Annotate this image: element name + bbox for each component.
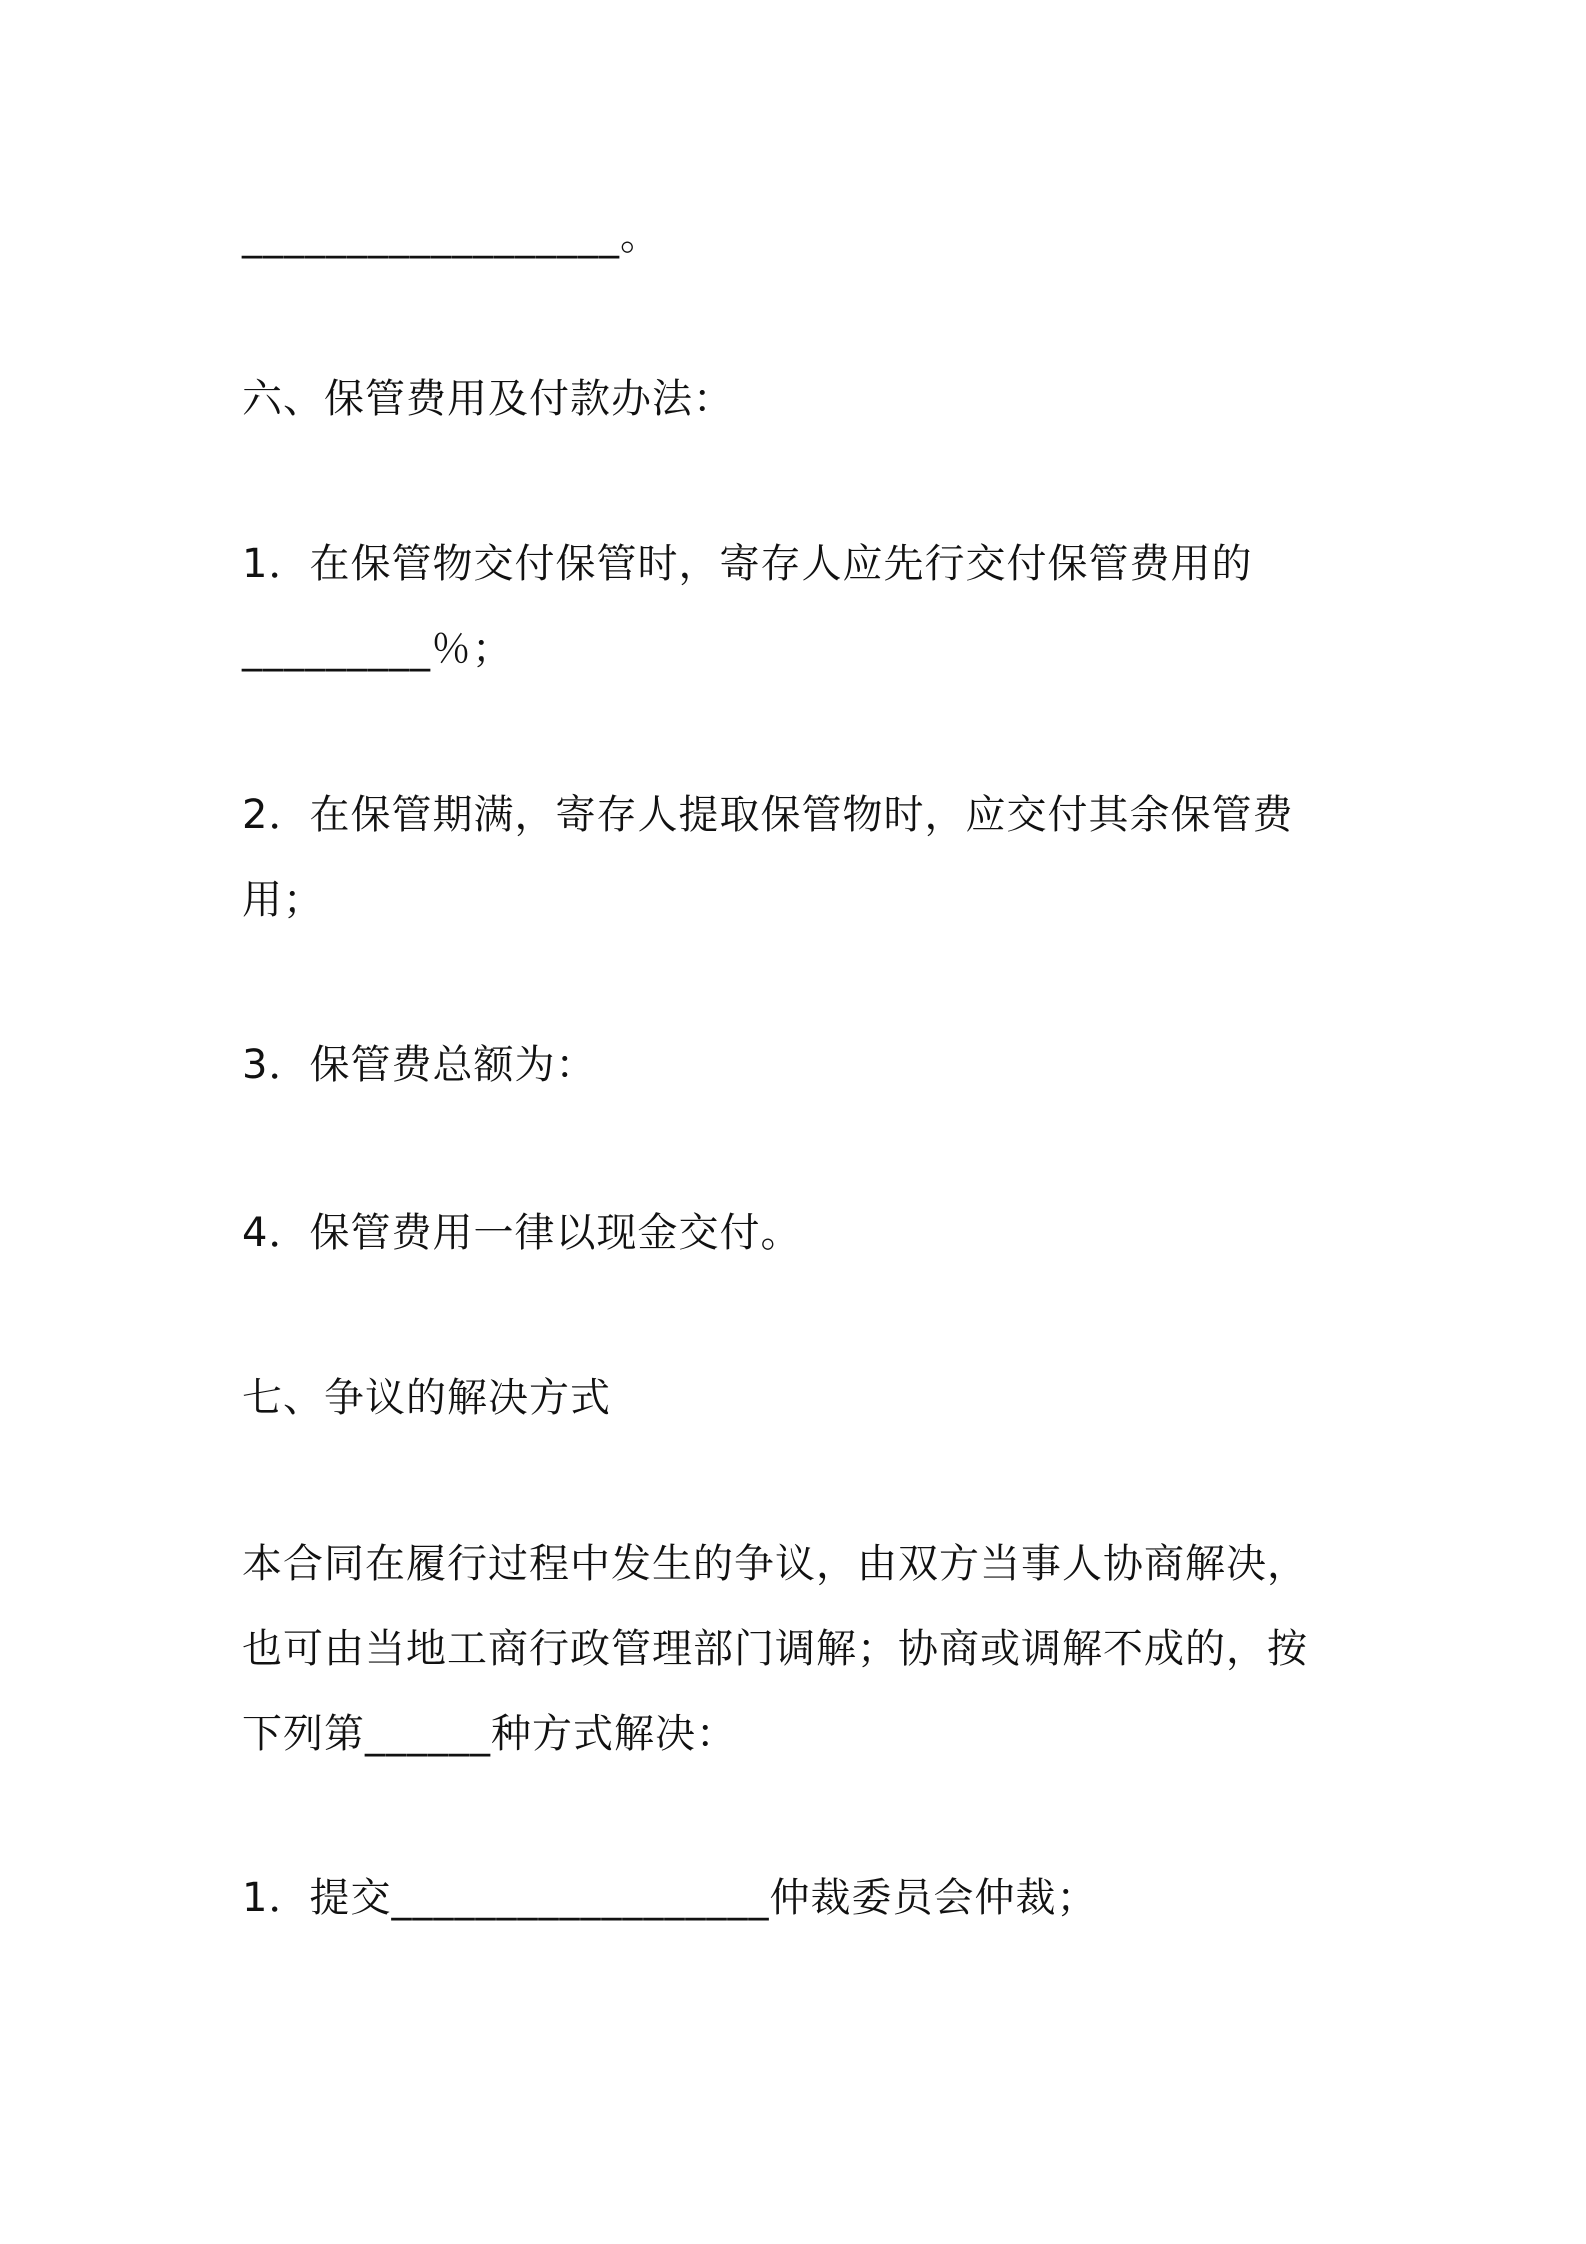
section-heading-fees: 六、保管费用及付款办法：	[242, 376, 734, 422]
clause-2-line-1: 2．在保管期满，寄存人提取保管物时，应交付其余保管费	[242, 792, 1294, 838]
clause-1-line-1: 1．在保管物交付保管时，寄存人应先行交付保管费用的	[242, 541, 1253, 587]
dispute-paragraph-line-3: 下列第______种方式解决：	[242, 1711, 737, 1757]
blank-fill-line: __________________。	[242, 213, 661, 259]
dispute-paragraph-line-2: 也可由当地工商行政管理部门调解；协商或调解不成的，按	[242, 1626, 1308, 1672]
clause-4: 4．保管费用一律以现金交付。	[242, 1210, 802, 1256]
dispute-option-1: 1．提交__________________仲裁委员会仲裁；	[242, 1875, 1098, 1921]
dispute-paragraph-line-1: 本合同在履行过程中发生的争议，由双方当事人协商解决，	[242, 1541, 1308, 1587]
clause-2-line-2: 用；	[242, 877, 324, 923]
clause-3: 3．保管费总额为：	[242, 1042, 597, 1088]
clause-1-line-2: _________％；	[242, 626, 513, 672]
section-heading-dispute: 七、争议的解决方式	[242, 1375, 611, 1421]
